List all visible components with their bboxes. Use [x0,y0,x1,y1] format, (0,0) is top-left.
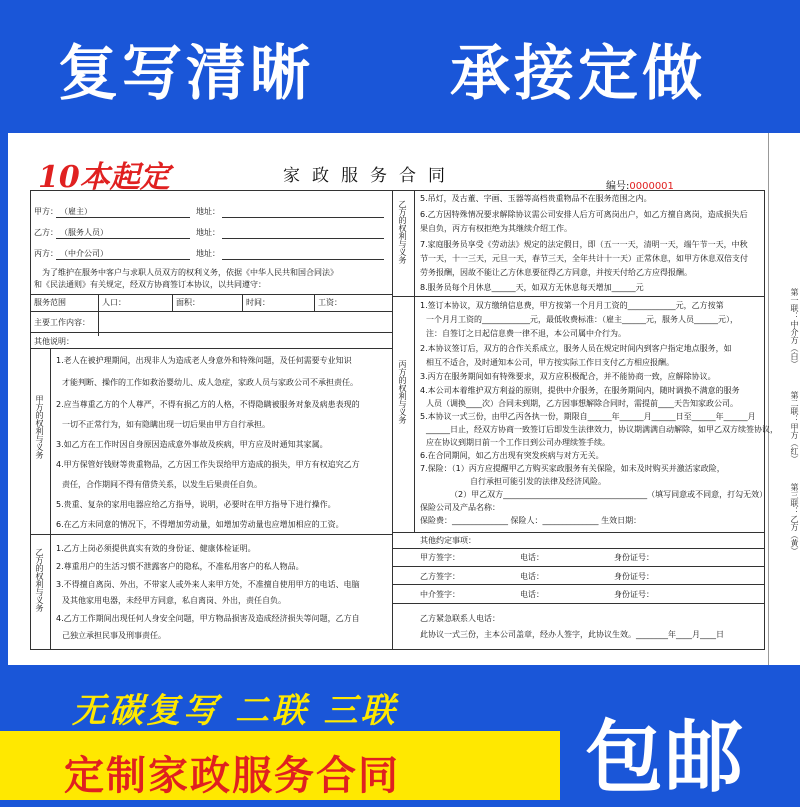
col-line [414,190,415,532]
time-label: 时间： [246,298,270,307]
col-line [314,294,315,311]
c-item-4: 4.本公司本着维护双方利益的原则，提供中介服务，在服务期间内，随时调换不满意的服务 [420,386,740,395]
b2-item-6: 6.乙方因特殊情况要求解除协议需公司安排人后方可离岗出户，如乙方擅自离岗，造成损失后 [420,210,748,219]
sig-a-phone: 电话： [520,553,544,562]
free-shipping-text: 包邮 [585,713,746,803]
c-item-4b: 人员（调换____次）合同未到期，乙方因事想解除合同时，需提前____天告知家政公司。 [426,399,738,408]
party-c-role: （中介公司） [60,249,108,258]
c-item-1b: 一个月月工资的____________元，最低收费标准：（雇主______元，服务人员______元）， [426,315,738,324]
sig-b-id: 身份证号： [614,572,654,581]
col-line [172,294,173,311]
party-a-role: （雇主） [60,207,92,216]
party-b-role: （服务人员） [60,228,108,237]
carbonless-slogan: 无碳复写 二联 三联 [72,691,398,731]
c-item-2b: 相互不适合，及时通知本公司，甲方按实际工作日支付乙方相应报酬。 [426,358,674,367]
party-c-line [56,259,190,260]
c-item-1c: 注：自签订之日起信息费一律不退，本公司属中介行为。 [426,329,626,338]
b-item-4: 及其他家用电器，未经甲方同意，私自离岗、外出，责任自负。 [62,596,286,605]
copies-strip [768,133,800,665]
b-item-1: 1.乙方上岗必须提供真实有效的身份证、健康体检证明。 [56,544,256,553]
sig-a-id: 身份证号： [614,553,654,562]
a-item-7: 责任，合作期间不得有借贷关系，以发生后果责任自负。 [62,480,262,489]
service-scope-label: 服务范围 [34,298,66,307]
copy-label-1: 第一联：中介方（白） [790,288,799,368]
sig-c-id: 身份证号： [614,590,654,599]
row-line [392,603,765,604]
party-c-addr-line [222,259,384,260]
c-item-1: 1.签订本协议，双方缴纳信息费，甲方按第一个月月工资的____________元，乙方按第 [420,301,724,310]
party-a-addr: 地址： [196,207,220,216]
col-line [98,294,99,336]
col-line [50,534,51,650]
row-line [392,548,765,549]
party-c-addr: 地址： [196,249,220,258]
sig-b-phone: 电话： [520,572,544,581]
preamble-line-2: 和《民法通则》有关规定，经双方协商签订本协议，以共同遵守： [34,280,266,289]
custom-contract-text: 定制家政服务合同 [64,753,400,799]
a-item-1: 1.老人在被护理期间，出现非人为造成老人身意外和特殊问题，及任何需要专业知识 [56,356,352,365]
b-item-2: 2.尊重用户的生活习惯不泄露客户的隐私，不准私用客户的私人物品。 [56,562,304,571]
b2-item-8: 8.服务员每个月休息______天，如双方无休息每天增加______元 [420,283,644,292]
serial-label: 编号: [606,181,630,192]
party-b-addr-line [222,238,384,239]
row-line [392,532,765,533]
preamble-line-1: 为了维护在服务中客户与求职人员双方的权利义务，依据《中华人民共和国合同法》 [42,268,338,277]
col-line [242,294,243,311]
section-a-label: 甲方的权利与义务 [35,395,44,459]
row-line [30,348,392,349]
other-notes-label: 其他说明： [34,337,74,346]
area-label: 面积： [176,298,200,307]
b2-item-7b: 节一天，十一三天，元旦一天，春节三天，全年共计十一天）正常休息，如甲方休息双倍支付 [420,254,748,263]
sig-b-label: 乙方签字： [420,572,460,581]
a-item-3: 2.应当尊重乙方的个人尊严，不得有损乙方的人格，不得隐瞒被服务对象及病患表现的 [56,400,360,409]
a-item-8: 5.贵重、复杂的家用电器应给乙方指导，说明，必要时在甲方指导下进行操作。 [56,500,336,509]
party-b-line [56,238,190,239]
c-item-7: 7.保险：（1）丙方应提醒甲乙方购买家政服务有关保险，如未及时购买并激活家政险， [420,464,725,473]
row-line [30,311,392,312]
col-line [50,348,51,534]
a-item-5: 3.如乙方在工作时因自身原因造成意外事故及疾病，甲方应及时通知其家属。 [56,440,328,449]
row-line [392,584,765,585]
wage-label: 工资： [318,298,342,307]
closing-statement: 此协议一式三份，主本公司盖章，经办人签字，此协议生效。________年____月____日 [420,630,724,639]
c-item-3: 3.丙方在服务期间如有特殊要求，双方应积极配合，并不能协商一致，应解除协议。 [420,372,716,381]
main-work-label: 主要工作内容： [34,318,90,327]
c-item-5: 5.本协议一式三份，由甲乙丙各执一份，期限自______年______月______日至______年______月 [420,412,756,421]
section-b-label: 乙方的权利与义务 [35,548,44,612]
a-item-9: 6.在乙方未同意的情况下，不得增加劳动量，如增加劳动量也应增加相应的工资。 [56,520,344,529]
c-item-5b: ______日止，经双方协商一致签订后即发生法律效力，协议期满满自动解除，如甲乙双方续签协议， [426,425,778,434]
a-item-6: 4.甲方保管好钱财等贵重物品，乙方因工作失误给甲方造成的损失，甲方有权追究乙方 [56,460,360,469]
b2-item-7c: 劳务报酬，因故不能让乙方休息要征得乙方同意，并按天付给乙方应得报酬。 [420,268,692,277]
row-line [30,294,392,295]
banner-clear-copy: 复写清晰 [58,39,314,109]
copy-label-2: 第二联：甲方（红） [790,391,799,463]
c-item-2: 2.本协议签订后，双方的合作关系成立，服务人员在规定时间内到客户指定地点服务，如 [420,344,732,353]
c-item-5c: 应在协议到期日前一个工作日到公司办理续签手续。 [426,438,610,447]
b2-item-5: 5.吊灯，及古董、字画、玉器等高档贵重物品不在服务范围之内。 [420,194,652,203]
section-b2-label: 乙方的权利与义务 [398,200,407,264]
contract-title: 家政服务合同 [283,166,457,186]
population-label: 人口： [102,298,126,307]
banner-custom-order: 承接定做 [450,39,706,109]
a-item-2: 才能判断、操作的工作如救治婴幼儿、成人急症，家政人员与家政公司不承担责任。 [62,378,358,387]
row-line [392,296,765,297]
premium-row: 保险费：______________ 保险人：______________ 生效日期： [420,516,642,525]
copy-label-3: 第三联：乙方（黄） [790,483,799,555]
insurer-label: 保险公司及产品名称： [420,503,500,512]
row-line [30,534,392,535]
row-line [30,332,392,333]
b2-item-6b: 果自负，丙方有权拒绝为其继续介绍工作。 [420,224,572,233]
section-c-label: 丙方的权利与义务 [398,360,407,424]
party-a-addr-line [222,217,384,218]
b-item-5: 4.乙方工作期间出现任何人身安全问题，甲方物品损害及造成经济损失等问题，乙方自 [56,614,360,623]
c-item-7c: （2）甲乙双方____________________________________（填写同意或不同意，打勾无效） [450,490,768,499]
sig-a-label: 甲方签字： [420,553,460,562]
b2-item-7: 7.家庭服务员享受《劳动法》规定的法定假日，即（五一一天，清明一天，端午节一天，中秋 [420,240,748,249]
c-item-6: 6.在合同期间，如乙方出现有突发疾病与对方无关。 [420,451,604,460]
emergency-contact: 乙方紧急联系人电话： [420,614,500,623]
c-item-7b: 自行承担可能引发的法律及经济风险。 [470,477,606,486]
other-agreements-label: 其他约定事项： [420,536,476,545]
sig-c-label: 中介签字： [420,590,460,599]
center-divider [392,190,393,650]
b-item-6: 己独立承担民事及刑事责任。 [62,631,166,640]
sig-c-phone: 电话： [520,590,544,599]
party-b-label: 乙方： [34,228,58,237]
party-a-label: 甲方： [34,207,58,216]
party-a-line [56,217,190,218]
party-c-label: 丙方： [34,249,58,258]
min-order-stamp: 10本起定 [38,160,170,195]
b-item-3: 3.不得擅自离岗、外出，不带家人或外来人来甲方处，不准擅自使用甲方的电话、电脑 [56,580,360,589]
a-item-4: 一切不正常行为，如有隐瞒出现一切后果由甲方自行承担。 [62,420,270,429]
row-line [392,566,765,567]
serial-value: 0000001 [629,181,674,192]
party-b-addr: 地址： [196,228,220,237]
